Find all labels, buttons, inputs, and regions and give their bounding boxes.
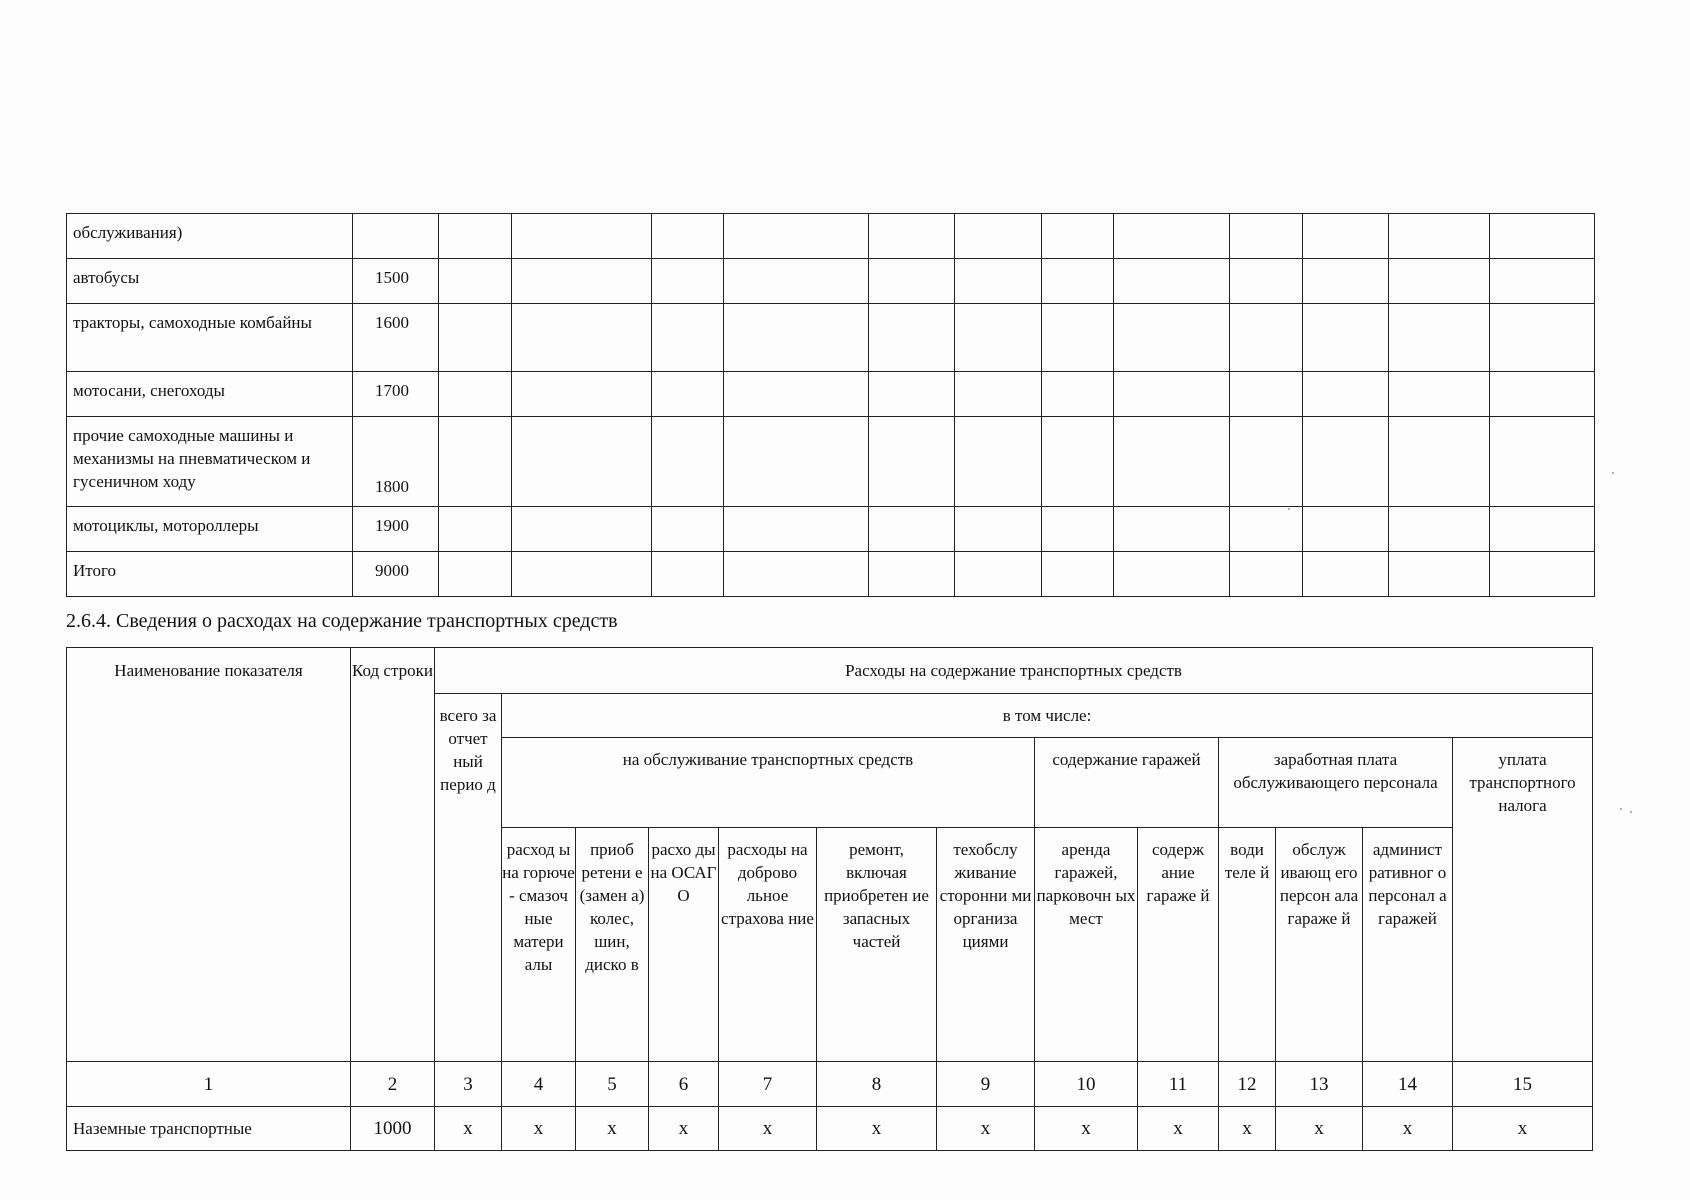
tax-header: уплата транспортного налога [1453, 738, 1593, 1062]
section-title: 2.6.4. Сведения о расходах на содержание транспортных средств [66, 610, 618, 632]
total-header: всего за отчет ный перио д [435, 694, 502, 1062]
fuel-header: расход ы на горюче - смазоч ные матери алы [502, 828, 576, 1062]
cell-value: х [817, 1107, 937, 1151]
repair-header: ремонт, включая приобретен ие запасных частей [817, 828, 937, 1062]
garage-rent-header: аренда гаражей, парковочн ых мест [1035, 828, 1138, 1062]
row-code: 9000 [353, 552, 439, 597]
upper-table [66, 213, 1595, 597]
scan-speck [1288, 508, 1290, 510]
cell-value: х [1363, 1107, 1453, 1151]
column-number: 12 [1219, 1062, 1276, 1107]
header-row [67, 648, 1593, 694]
table-row [67, 507, 1595, 552]
cell-value: х [502, 1107, 576, 1151]
cell-value: х [435, 1107, 502, 1151]
row-name: обслуживания) [67, 214, 353, 259]
row-name: мотосани, снегоходы [67, 372, 353, 417]
column-number: 10 [1035, 1062, 1138, 1107]
column-number: 13 [1276, 1062, 1363, 1107]
salary-group-header: заработная плата обслуживающего персонала [1219, 738, 1453, 828]
admin-staff-header: админист ративног о персонал а гаражей [1363, 828, 1453, 1062]
cell-value: х [937, 1107, 1035, 1151]
row-name: тракторы, самоходные комбайны [67, 304, 353, 372]
cell-value: х [1219, 1107, 1276, 1151]
table-row [67, 214, 1595, 259]
column-number: 4 [502, 1062, 576, 1107]
column-number: 8 [817, 1062, 937, 1107]
column-number: 3 [435, 1062, 502, 1107]
row-name: Итого [67, 552, 353, 597]
row-code: 1600 [353, 304, 439, 372]
cell-value: х [1276, 1107, 1363, 1151]
cell-value: х [1453, 1107, 1593, 1151]
column-number: 9 [937, 1062, 1035, 1107]
column-number: 14 [1363, 1062, 1453, 1107]
cell-value: х [1138, 1107, 1219, 1151]
wheels-header: приоб ретени е (замен а) колес, шин, диско в [576, 828, 649, 1062]
column-number: 11 [1138, 1062, 1219, 1107]
row-code [353, 214, 439, 259]
column-numbers-row [67, 1062, 1593, 1107]
row-name: Наземные транспортные [67, 1107, 351, 1151]
osago-header: расхо ды на ОСАГ О [649, 828, 719, 1062]
service-group-header: на обслуживание транспортных средств [502, 738, 1035, 828]
garage-staff-header: обслуж ивающ его персон ала гараже й [1276, 828, 1363, 1062]
row-code: 1000 [351, 1107, 435, 1151]
col-code-header: Код строки [351, 648, 435, 1062]
row-code: 1900 [353, 507, 439, 552]
row-name: мотоциклы, мотороллеры [67, 507, 353, 552]
table-row [67, 259, 1595, 304]
cell-value: х [719, 1107, 817, 1151]
column-number: 1 [67, 1062, 351, 1107]
voluntary-insurance-header: расходы на доброво льное страхова ние [719, 828, 817, 1062]
expenses-header: Расходы на содержание транспортных средств [435, 648, 1593, 694]
cell-value: х [576, 1107, 649, 1151]
column-number: 15 [1453, 1062, 1593, 1107]
table-row [67, 372, 1595, 417]
column-number: 7 [719, 1062, 817, 1107]
scan-speck [1620, 808, 1622, 810]
expenses-table [66, 647, 1593, 1151]
column-number: 5 [576, 1062, 649, 1107]
drivers-header: води теле й [1219, 828, 1276, 1062]
garage-group-header: содержание гаражей [1035, 738, 1219, 828]
third-party-service-header: техобслу живание сторонни ми организа циями [937, 828, 1035, 1062]
column-number: 6 [649, 1062, 719, 1107]
row-name: автобусы [67, 259, 353, 304]
cell-value: х [1035, 1107, 1138, 1151]
garage-upkeep-header: содерж ание гараже й [1138, 828, 1219, 1062]
col-name-header: Наименование показателя [67, 648, 351, 1062]
table-row [67, 304, 1595, 372]
table-row [67, 1107, 1593, 1151]
cell-value: х [649, 1107, 719, 1151]
scan-speck [1612, 472, 1614, 474]
row-code: 1500 [353, 259, 439, 304]
table-row [67, 417, 1595, 507]
scan-speck [1630, 811, 1632, 813]
column-number: 2 [351, 1062, 435, 1107]
row-name: прочие самоходные машины и механизмы на пневматическом и гусеничном ходу [67, 417, 353, 507]
row-code: 1800 [353, 417, 439, 507]
including-header: в том числе: [502, 694, 1593, 738]
table-row [67, 552, 1595, 597]
row-code: 1700 [353, 372, 439, 417]
